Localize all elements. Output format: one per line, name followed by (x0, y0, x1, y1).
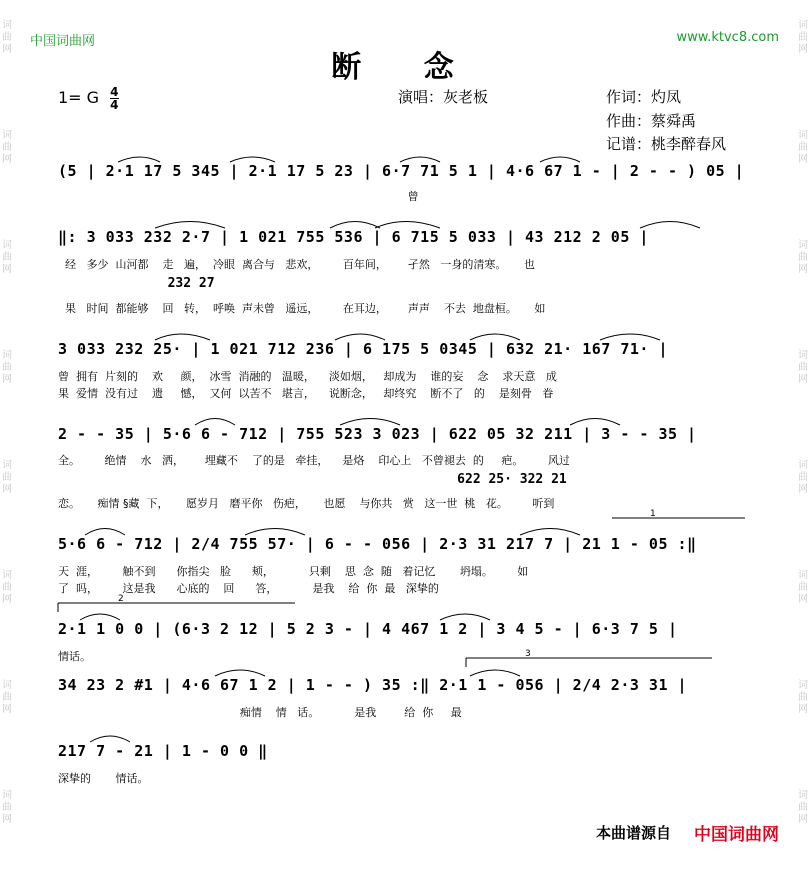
tie-arc (440, 614, 490, 620)
tie-arc (155, 334, 210, 340)
tie-arc (230, 157, 275, 162)
tie-arc (245, 529, 305, 536)
volta-label-2: 2 (118, 594, 124, 604)
volta-bracket-2 (58, 603, 295, 612)
tie-arc (330, 222, 380, 229)
score-row-2-notes: ‖: 3 033 232 2·7 | 1 021 755 536 | 6 715 5 033 | 43 212 2 05 | (58, 228, 649, 246)
score-row-5-lyrics-2: 了 吗， 这是我 心底的 回 答， 是我 给 你 最 深挚的 (58, 582, 439, 595)
volta-bracket-3 (466, 658, 712, 667)
watermark-left-1: 词 曲 网 (2, 20, 12, 55)
watermark-right-8: 词 曲 网 (798, 790, 808, 825)
tie-arc (155, 222, 225, 229)
score-row-3-notes: 3 033 232 25· | 1 021 712 236 | 6 175 5 0345 | 632 21· 167 71· | (58, 340, 668, 358)
score-row-7-notes: 34 23 2 #1 | 4·6 67 1 2 | 1 - - ) 35 :‖ 2·1 1 - 056 | 2/4 2·3 31 | (58, 676, 688, 694)
tie-arc (195, 419, 235, 426)
watermark-left-3: 词 曲 网 (2, 240, 12, 275)
transcriber-credit: 记谱：桃李醉春风 (606, 135, 727, 153)
score-row-8-lyrics: 深挚的 情话。 (58, 772, 149, 785)
tie-arc (520, 529, 580, 536)
source-site-link[interactable]: 中国词曲网 (694, 825, 779, 845)
lyricist-credit: 作词：灼凤 (606, 88, 682, 106)
volta-label-3: 3 (525, 649, 531, 659)
tie-arc (340, 419, 400, 426)
tie-arc (215, 670, 265, 676)
volta-label-1: 1 (650, 509, 656, 519)
watermark-right-2: 词 曲 网 (798, 130, 808, 165)
score-row-6-notes: 2·1 1 0 0 | (6·3 2 12 | 5 2 3 - | 4 467 1 2 | 3 4 5 - | 6·3 7 5 | (58, 620, 678, 638)
score-row-1-notes: (5 | 2·1 17 5 345 | 2·1 17 5 23 | 6·7 71 5 1 | 4·6 67 1 - | 2 - - ) 05 | (58, 162, 745, 180)
watermark-left-6: 词 曲 网 (2, 570, 12, 605)
site-url[interactable]: www.ktvc8.com (676, 30, 779, 45)
score-row-2-alt-notes: 232 27 (58, 276, 215, 291)
watermark-left-8: 词 曲 网 (2, 790, 12, 825)
watermark-left-5: 词 曲 网 (2, 460, 12, 495)
score-row-3-lyrics-2: 果 爱情 没有过 遗 憾， 又何 以苦不 堪言， 说断念， 却终究 断不了 的 是刻骨 眷 (58, 387, 554, 400)
tie-arc (470, 334, 520, 340)
score-row-7-lyrics: 痴情 情 话。 是我 给 你 最 (58, 706, 462, 719)
score-row-4-notes: 2 - - 35 | 5·6 6 - 712 | 755 523 3 023 | 622 05 32 211 | 3 - - 35 | (58, 425, 697, 443)
score-row-4-alt-notes: 622 25· 322 21 (58, 472, 567, 487)
tie-arc (85, 529, 125, 536)
site-logo-text[interactable]: 中国词曲网 (30, 34, 96, 49)
watermark-right-3: 词 曲 网 (798, 240, 808, 275)
tie-arc (470, 670, 520, 676)
watermark-left-4: 词 曲 网 (2, 350, 12, 385)
watermark-right-1: 词 曲 网 (798, 20, 808, 55)
tie-arc (640, 222, 700, 229)
watermark-right-5: 词 曲 网 (798, 460, 808, 495)
source-prefix: 本曲谱源自 (595, 824, 671, 842)
score-row-4-lyrics-2: 恋。 痴情 §藏 下， 愿岁月 磨平你 伤疤， 也愿 与你共 赏 这一世 桃 花。 听到 (58, 497, 555, 510)
tie-arc (80, 614, 120, 620)
score-row-1-lyrics: 曾 (58, 190, 419, 203)
watermark-right-7: 词 曲 网 (798, 680, 808, 715)
tie-arc (400, 157, 440, 162)
key-label: 1= G (58, 88, 100, 107)
score-row-5-notes: 5·6 6 - 712 | 2/4 755 57· | 6 - - 056 | 2·3 31 217 7 | 21 1 - 05 :‖ (58, 535, 697, 553)
tie-arc (540, 157, 580, 162)
tie-arc (375, 222, 440, 229)
composer-credit: 作曲：蔡舜禹 (606, 112, 697, 130)
singer-credit: 演唱：灰老板 (398, 88, 489, 106)
watermark-right-6: 词 曲 网 (798, 570, 808, 605)
score-row-5-lyrics-1: 天 涯， 触不到 你指尖 脸 颊， 只剩 思 念 随 着记忆 坍塌。 如 (58, 565, 529, 578)
watermark-left-7: 词 曲 网 (2, 680, 12, 715)
score-row-2-lyrics-1: 经 多少 山河都 走 遍， 冷眼 离合与 悲欢， 百年间， 孑然 一身的清寒。 也 (58, 258, 535, 271)
score-row-8-notes: 217 7 - 21 | 1 - 0 0 ‖ (58, 742, 268, 760)
score-row-2-lyrics-2: 果 时间 都能够 回 转， 呼唤 声未曾 遥远， 在耳边， 声声 不去 地盘桓。 如 (58, 302, 546, 315)
song-title: 断 念 (331, 50, 480, 85)
watermark-right-4: 词 曲 网 (798, 350, 808, 385)
tie-arc (600, 334, 660, 340)
tie-arc (90, 736, 130, 742)
time-signature-top: 4 (110, 85, 119, 99)
score-row-6-lyrics: 情话。 (58, 650, 91, 663)
tie-arc (118, 157, 160, 162)
tie-arc (570, 419, 620, 426)
tie-arc (335, 334, 385, 340)
score-row-3-lyrics-1: 曾 拥有 片刻的 欢 颜， 冰雪 消融的 温暖， 淡如烟， 却成为 谁的妄 念 求天意 成 (58, 370, 557, 383)
time-signature-bottom: 4 (110, 98, 119, 112)
score-row-4-lyrics-1: 全。 绝情 水 洒， 埋藏不 了的是 牵挂， 是烙 印心上 不曾褪去 的 疤。 风过 (58, 454, 570, 467)
watermark-left-2: 词 曲 网 (2, 130, 12, 165)
